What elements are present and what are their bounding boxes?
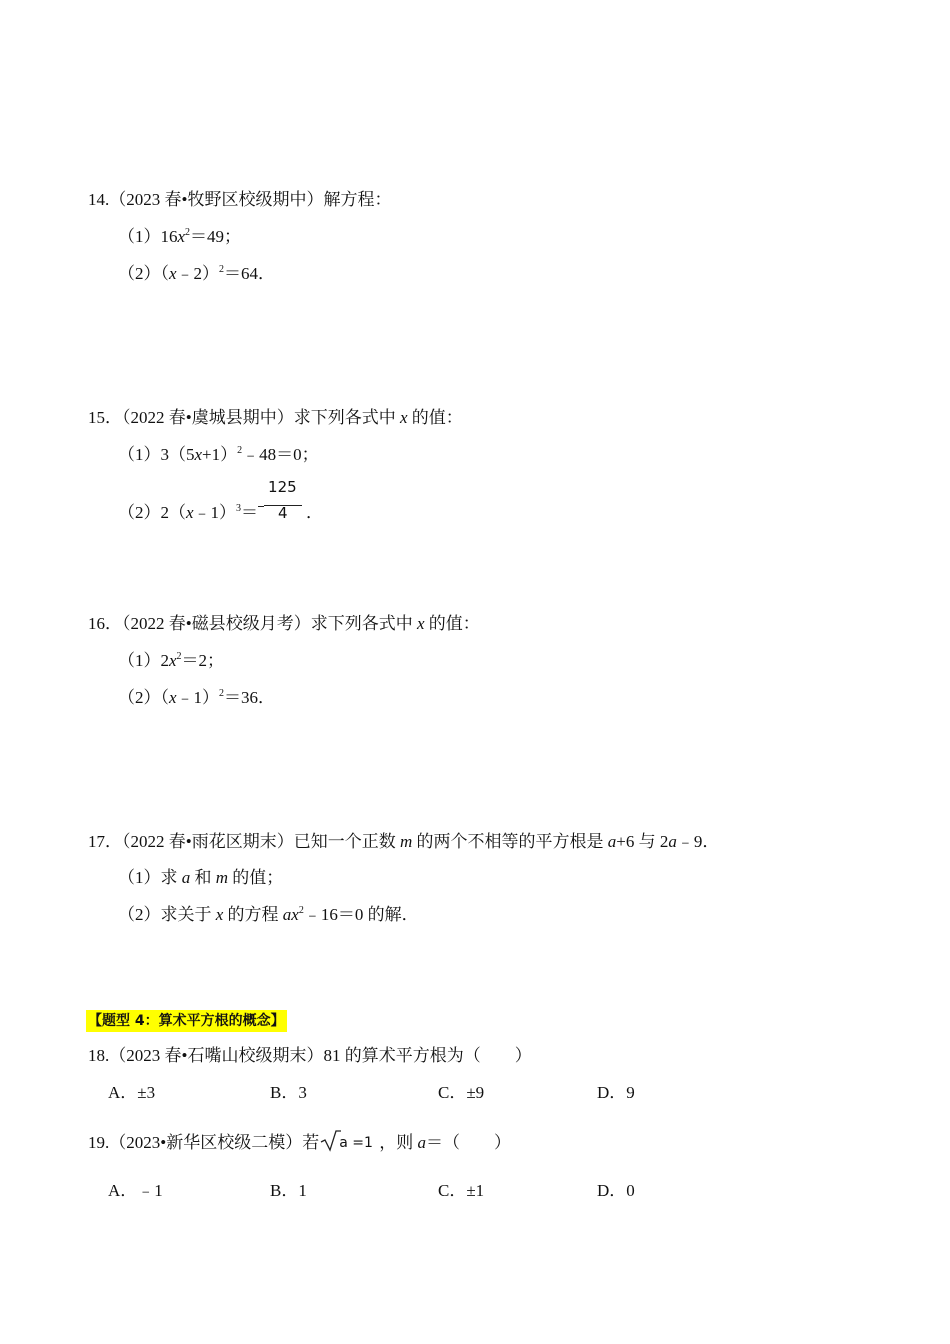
q19-option-d: D．0 — [597, 1181, 635, 1200]
question-14-title: 14.（2023 春•牧野区校级期中）解方程： — [88, 190, 392, 209]
negative-fraction — [258, 478, 306, 524]
q18-option-d: D．9 — [597, 1083, 635, 1102]
question-19-title: 19.（2023•新华区校级二模）若 a =1 ，则 a＝（ ） — [88, 1132, 511, 1154]
question-16-title: 16．（2022 春•磁县校级月考）求下列各式中 x 的值： — [88, 614, 480, 633]
q18-option-c: C．±9 — [438, 1083, 485, 1102]
q18-option-a: A．±3 — [108, 1083, 156, 1102]
question-14-part-1: $(1)16x^2=49$； — [118, 227, 242, 246]
fraction-numerator: 125 — [268, 478, 297, 496]
section-heading: 【题型 4：算术平方根的概念】 — [86, 1010, 287, 1032]
question-15-part-2: （2）2（x﹣1）$^3$＝ $\frac{125}{4}$ ． — [118, 478, 324, 522]
minus-sign — [258, 506, 264, 507]
fraction-denominator: 4 — [278, 504, 288, 522]
question-14-part-2: （2）（x﹣2）$^2$＝64． — [118, 264, 276, 283]
q19-option-a: A．﹣1 — [108, 1181, 163, 1200]
question-17-part-2: （2）求关于 x 的方程 $ax^2﹣16=0$ 的解． — [118, 905, 419, 924]
radical-sign-icon — [319, 1128, 341, 1154]
question-15-part-1: $(1)3(5x+1)^2﹣48=0$； — [118, 445, 319, 464]
question-16-part-2: （2）（x﹣1）$^2$＝36． — [118, 688, 276, 707]
q19-option-c: C．±1 — [438, 1181, 485, 1200]
question-18-title: 18.（2023 春•石嘴山校级期末）81 的算术平方根为（ ） — [88, 1046, 532, 1065]
q19-option-b: B．1 — [270, 1181, 307, 1200]
question-17-part-1: （1）求 a 和 m 的值； — [118, 868, 284, 887]
q18-option-b: B．3 — [270, 1083, 307, 1102]
radicand: a =1 — [339, 1135, 373, 1151]
question-15-title: 15．（2022 春•虞城县期中）求下列各式中 x 的值： — [88, 408, 463, 427]
question-16-part-1: $(1)2x^2=2$； — [118, 651, 225, 670]
question-17-title: 17．（2022 春•雨花区期末）已知一个正数 m 的两个不相等的平方根是 a+6 与 2a﹣9． — [88, 832, 720, 851]
square-root-expression — [319, 1132, 379, 1154]
